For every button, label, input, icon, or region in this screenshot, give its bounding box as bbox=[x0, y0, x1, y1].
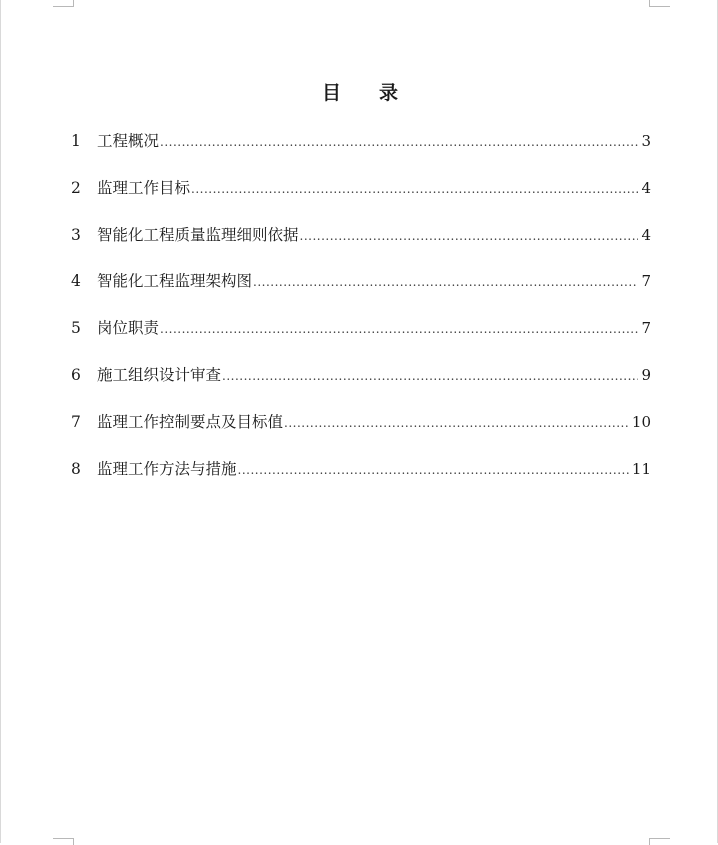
toc-dot-leader bbox=[284, 412, 629, 435]
toc-entry[interactable] bbox=[71, 270, 651, 293]
corner-mark-bottom-right bbox=[649, 838, 670, 845]
toc-dot-leader bbox=[253, 271, 638, 294]
toc-dot-leader bbox=[222, 365, 638, 388]
toc-entry-number: 4 bbox=[71, 272, 81, 291]
toc-entry-number: 2 bbox=[71, 178, 81, 197]
toc-entry-number: 1 bbox=[71, 132, 81, 150]
toc-entry-title[interactable]: 智能化工程监理架构图 bbox=[97, 272, 253, 291]
corner-mark-top-left bbox=[53, 0, 74, 7]
toc-dot-leader bbox=[238, 459, 629, 482]
toc-entry-title[interactable]: 智能化工程质量监理细则依据 bbox=[97, 225, 299, 244]
toc-heading-char-1: 目 bbox=[321, 82, 341, 104]
table-of-contents bbox=[71, 130, 651, 504]
toc-entry-page[interactable]: 4 bbox=[641, 225, 651, 244]
toc-dot-leader bbox=[160, 131, 638, 154]
toc-entry-page[interactable]: 4 bbox=[641, 178, 651, 197]
toc-entry[interactable] bbox=[71, 458, 651, 481]
toc-dot-leader bbox=[160, 318, 638, 341]
toc-entry-number: 8 bbox=[71, 459, 81, 478]
toc-entry[interactable] bbox=[71, 411, 651, 434]
toc-entry[interactable] bbox=[71, 177, 651, 200]
toc-entry[interactable] bbox=[71, 224, 651, 247]
toc-entry-page[interactable]: 10 bbox=[631, 412, 651, 431]
toc-entry-page[interactable]: 3 bbox=[641, 132, 651, 150]
toc-entry-title[interactable]: 施工组织设计审查 bbox=[97, 365, 222, 384]
toc-dot-leader bbox=[191, 178, 638, 201]
toc-entry[interactable] bbox=[71, 317, 651, 340]
toc-entry-page[interactable]: 7 bbox=[641, 272, 651, 291]
toc-entry-number: 5 bbox=[71, 319, 81, 338]
toc-entry-title[interactable]: 监理工作方法与措施 bbox=[97, 459, 237, 478]
toc-dot-leader bbox=[300, 225, 639, 248]
toc-entry-title[interactable]: 监理工作控制要点及目标值 bbox=[97, 412, 284, 431]
toc-entry-number: 3 bbox=[71, 225, 81, 244]
toc-heading-char-2: 录 bbox=[379, 82, 399, 104]
corner-mark-top-right bbox=[649, 0, 670, 7]
toc-heading bbox=[1, 80, 718, 106]
toc-entry-number: 7 bbox=[71, 412, 81, 431]
toc-entry-page[interactable]: 11 bbox=[631, 459, 651, 478]
toc-entry-number: 6 bbox=[71, 365, 81, 384]
toc-entry-title[interactable]: 岗位职责 bbox=[97, 319, 160, 338]
toc-entry[interactable] bbox=[71, 130, 651, 153]
corner-mark-bottom-left bbox=[53, 838, 74, 845]
toc-entry-title[interactable]: 工程概况 bbox=[97, 132, 160, 150]
toc-entry-title[interactable]: 监理工作目标 bbox=[97, 178, 191, 197]
toc-entry-page[interactable]: 9 bbox=[641, 365, 651, 384]
toc-entry-page[interactable]: 7 bbox=[641, 319, 651, 338]
toc-entry[interactable] bbox=[71, 364, 651, 387]
